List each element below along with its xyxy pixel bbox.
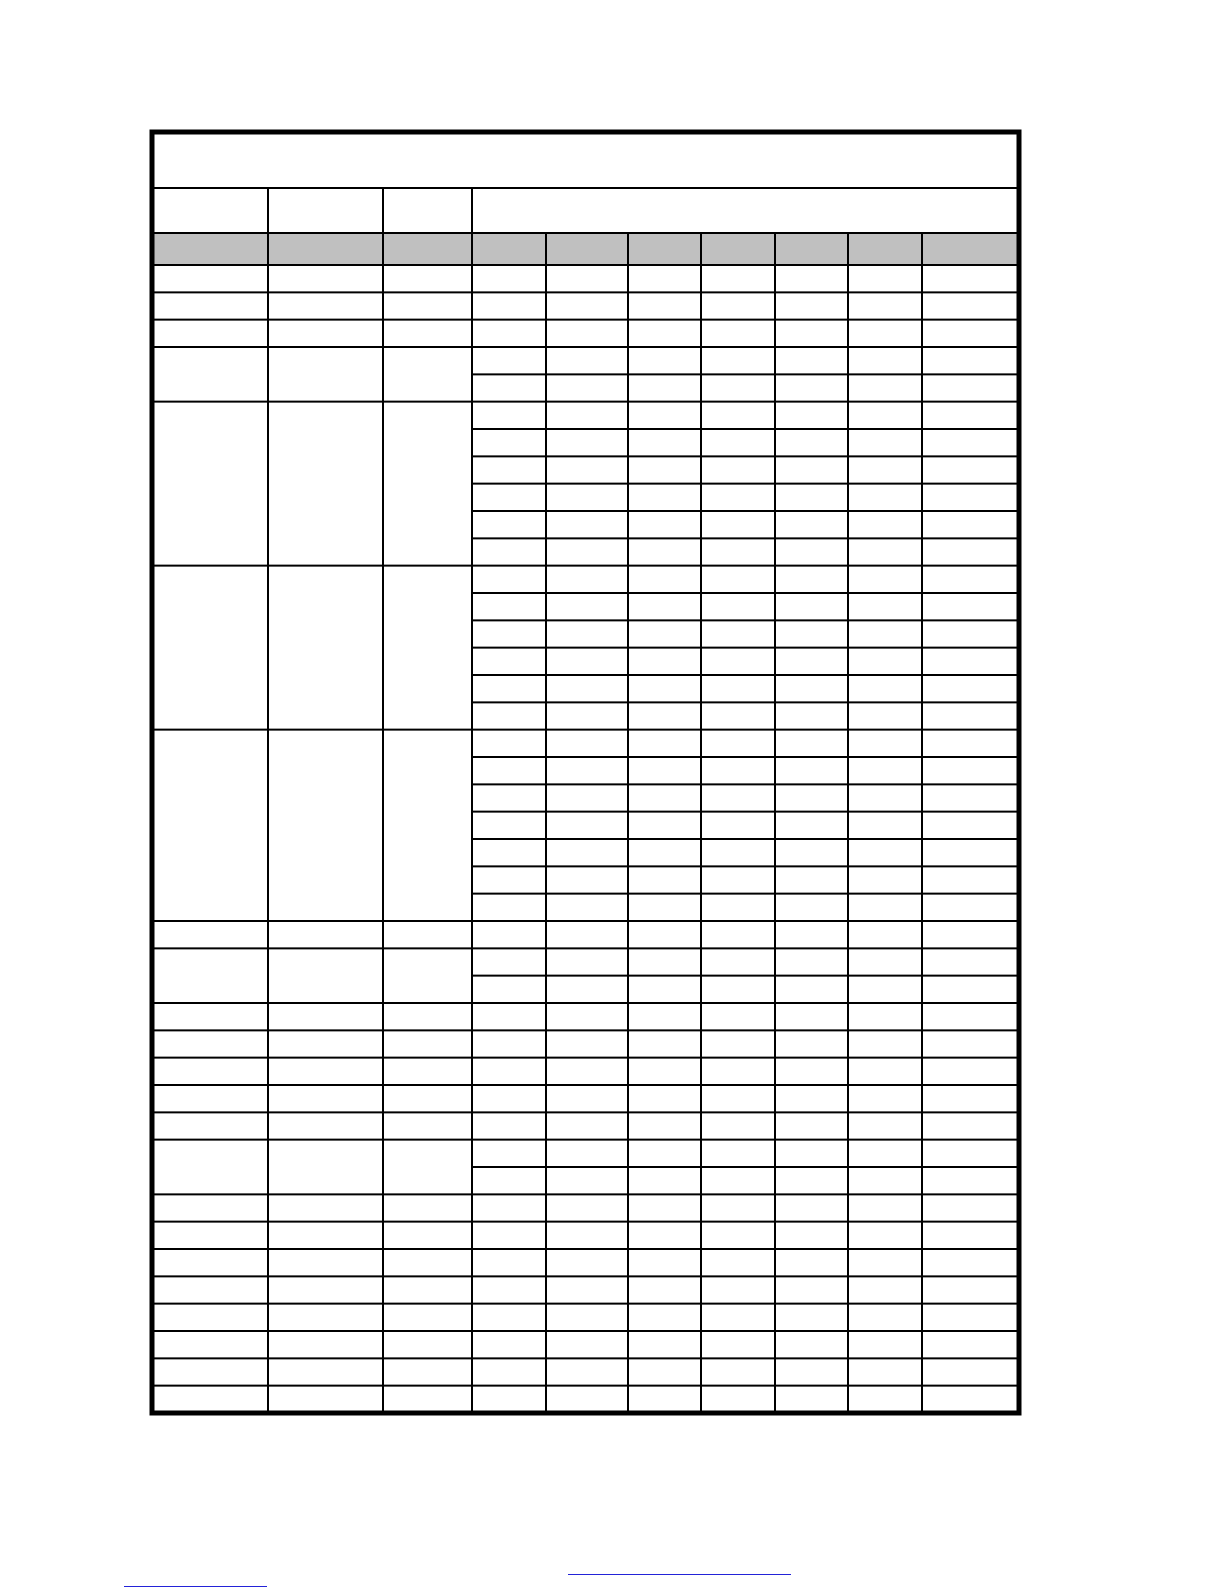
- shaded-header-band: [152, 233, 1019, 265]
- footer-link-center[interactable]: [568, 1574, 791, 1575]
